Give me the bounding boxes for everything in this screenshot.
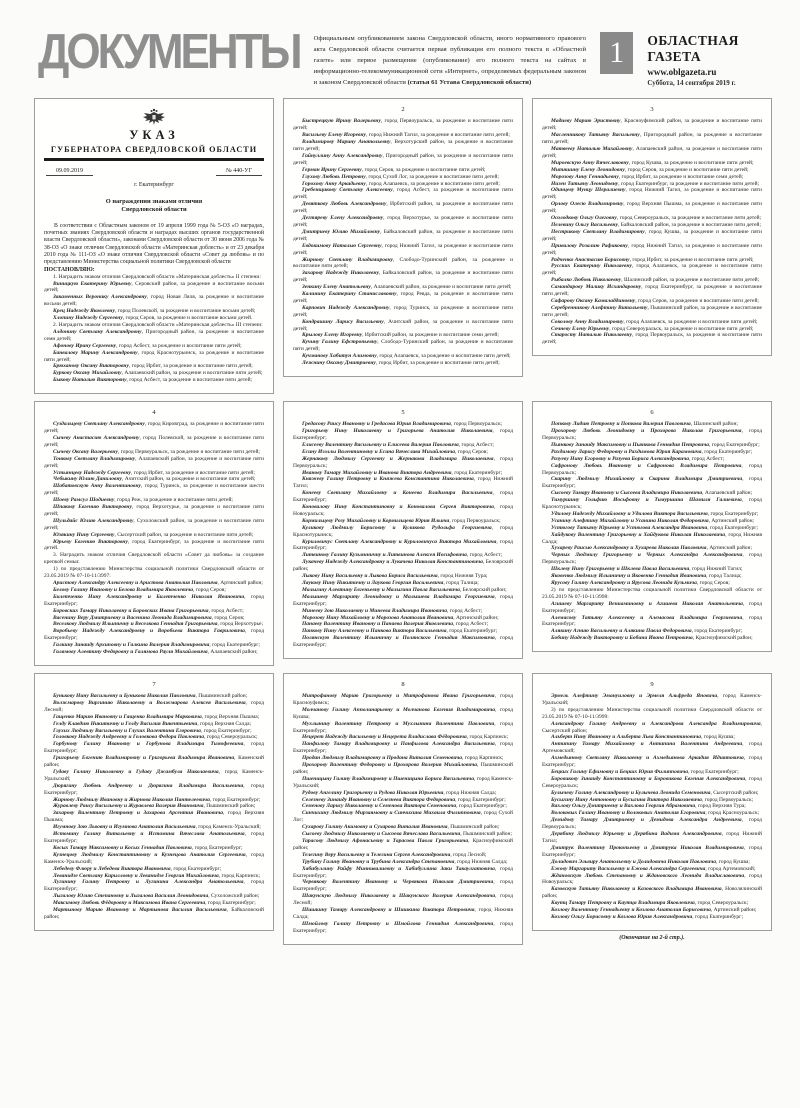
- award-entry: Захарову Надежду Николаевну, Байкаловский район, за рождение и воспитание пяти детей;: [293, 270, 513, 284]
- award-entry: Продан Людмилу Владимировну и Продана Виталия Семеновича, город Карпинск;: [302, 755, 504, 762]
- award-entry: Закаменных Веронику Александровну, город Новая Ляля, за рождение и воспитание восьми детей;: [44, 294, 265, 308]
- column-number: 5: [401, 409, 405, 417]
- section-text: 1) по представлению Министерства социальной политики Свердловской области от 23.05.2019 № 07-10-11/3997:: [44, 566, 264, 580]
- award-entry: Сысоеву Людмилу Николаевну и Сысоева Вячеслава Васильевича, Пышминский район;: [302, 831, 512, 838]
- award-entry: Устьянцеву Надежду Сергеевну, город Ирбит, за рождение и воспитание пяти детей;: [53, 469, 255, 476]
- column-entries: [542, 421, 762, 642]
- award-entry: Пьянкову Зинаиду Максимовну и Пьянкова Геннадия Петровича, город Екатеринбург;: [551, 441, 760, 448]
- award-entry: Козлову Валентину Геннадьевну и Козлова Анатолия Борисовича, Артинский район;: [551, 907, 757, 914]
- award-entry: Васильеву Елену Игоревну, город Нижний Тагил, за рождение и воспитание пяти детей;: [302, 132, 510, 139]
- column-number: 9: [650, 680, 654, 688]
- award-entry: Хлопину Надежду Сергеевну, город Серов, за рождение и воспитание восьми детей.: [53, 315, 253, 322]
- masthead: [0, 0, 800, 98]
- column-cell: [283, 98, 523, 377]
- award-entry: Кузнецову Людмилу Константиновну и Кузнецова Анатолия Сергеевича, город Каменск-Уральский;: [44, 851, 264, 865]
- award-entry: Митяшину Елену Леонидовну, город Серов, за рождение и воспитание пяти детей;: [551, 166, 749, 173]
- decree-title: [44, 198, 264, 214]
- column-entries: [542, 118, 762, 346]
- award-entry: Крец Надежду Яковлевну, город Полевской, за рождение и воспитание восьми детей;: [53, 308, 256, 315]
- award-entry: Бусыгину Нину Антоновну и Бусыгина Виктора Николаевича, город Первоуральск;: [551, 796, 754, 803]
- award-entry: Горохову Анну Аркадьевну, город Алапаевск, за рождение и воспитание пяти детей;: [302, 180, 500, 187]
- award-entry: Юрьеву Евгению Викторовну, город Екатеринбург, за рождение и воспитание пяти детей.: [44, 538, 264, 552]
- award-entry: Скарину Людмилу Михайловну и Скарина Владимира Дмитриевича, город Екатеринбург;: [542, 476, 762, 490]
- award-entry: Головкову Надежду Андреевну и Головкова Федора Павловича, город Североуральск;: [53, 734, 258, 741]
- award-entry: Рахдимову Ларису Федоровну и Рахдимова Юрия Карамовича, город Екатеринбург;: [551, 448, 753, 455]
- publication-note-bold: (статья 61 Устава Свердловской области): [407, 78, 532, 86]
- award-entry: Соколову Анну Владимировну, город Алапаевск, за рождение и воспитание пяти детей;: [551, 318, 758, 325]
- award-entry: Сочневу Елену Юрьевну, город Североуральск, за рождение и воспитание пяти детей;: [551, 325, 754, 332]
- decree-preamble: В соответствии с Областным законом от 19 апреля 1999 года № 5-ОЗ «О наградах, почетных званиях Свердловской области и наградах высших органов государственной власти Свердловской области», законами Свердловской области от 30 июня 2006 года № 38-ОЗ «О знаке отличия Свердловской области «Материнская доблесть» и от 23 декабря 2010 года № 111-ОЗ «О знаке отличия Свердловской области «Совет да любовь» и по представлению Министерства социальной политики Свердловской области: [44, 222, 264, 266]
- decree-number: № 440-УГ: [216, 168, 262, 176]
- award-entry: Козлову Ольгу Борисовну и Козлова Юрия Александровича, город Екатеринбург;: [551, 913, 743, 920]
- award-entry: Гредасову Раису Ивановну и Гредасова Юрия Владимировича, город Первоуральск;: [302, 421, 503, 428]
- award-entry: Эрмель Алефтину Эмануиловну и Эрмеля Альфреда Яновича, город Каменск-Уральский;: [542, 692, 762, 706]
- award-entry: Лукачеву Надежду Александровну и Лукачева Николая Константиновича, Белоярский район;: [293, 559, 513, 573]
- award-entry: Черных Людмилу Григорьевну и Черных Александра Александровича, город Первоуральск;: [542, 552, 762, 566]
- award-entry: Орлову Олесю Владимировну, город Верхняя Пышма, за рождение и воспитание пяти детей;: [542, 201, 762, 215]
- award-entry: Хабибуллину Райфу Миннивалиевну и Хабибуллина Заки Такаулгатовича, город Екатеринбург;: [293, 865, 513, 879]
- decree-cell: [34, 98, 274, 394]
- award-entry: Жирнову Людмилу Ивановну и Жирнова Николая Пантелеевича, город Екатеринбург;: [53, 796, 261, 803]
- award-entry: Билетченко Нину Александровну и Билетченко Николая Ивановича, город Екатеринбург;: [44, 593, 264, 607]
- award-entry: Рудову Ангелину Григорьевну и Рудова Николая Юрьевича, город Нижняя Салда;: [302, 789, 497, 796]
- column-cell: [283, 401, 523, 659]
- column-cell: [34, 401, 274, 666]
- award-entry: Одинцеву Мунцу Шералиевну, город Нижний Тагил, за рождение и воспитание пяти детей;: [542, 187, 762, 201]
- award-entry: Брюханову Оксану Викторовну, город Ирбит, за рождение и воспитание пяти детей;: [53, 363, 253, 370]
- section-text: 2. Наградить знаком отличия Свердловской области «Материнская доблесть» III степени:: [53, 322, 263, 328]
- award-entry: Григорьеву Нину Николаевну и Григорьева Анатолия Николаевича, город Екатеринбург;: [293, 428, 514, 441]
- award-entry: Усанину Алефтину Михайловну и Усанина Николая Федоровича, Артинский район;: [551, 517, 755, 524]
- award-entry: Александрову Галину Андреевну и Александрова Александра Владимировича, Сысертский район;: [542, 720, 762, 734]
- award-entry: Журавлеву Раису Васильевну и Журавлева Валерия Ивановича, Пышминский район;: [53, 803, 256, 810]
- decree-doc-type: УКАЗ: [129, 128, 179, 143]
- award-entry: Казовскую Татьяну Николаевну и Казовского Владимира Ивановича, Новолялинский район;: [542, 886, 762, 900]
- award-entry: Васенину Веру Дмитриевну и Васенина Леонида Владимировича, город Серов;: [53, 614, 245, 621]
- award-entry: Галкину Зинаиду Архиповну и Галкина Валерия Владимировича, город Екатеринбург;: [53, 642, 261, 649]
- award-entry: Телегину Веру Васильевну и Телегина Сергея Александровича, город Лесной;: [302, 851, 487, 858]
- award-entry: Серебренникову Алефтину Витальевну, Пышминский район, за рождение и воспитание пяти детей;: [542, 304, 762, 318]
- award-entry: Суздальцеву Светлану Александровну, город Кировград, за рождение и воспитание пяти детей;: [44, 421, 264, 435]
- award-entry: Есину Изэллы Валентиновну и Есина Вячеслава Михайловича, город Серов;: [302, 448, 488, 455]
- award-entry: Дмитрук Валентину Прокопьевну и Дмитрука Николая Владимировича, город Екатеринбург;: [542, 844, 762, 858]
- award-entry: Жирнову Светлану Владимировну, Слободо-Туринский район, за рождение и воспитание пяти детей;: [293, 256, 513, 270]
- award-entry: Гудаву Галину Николаевну и Гудаву Джамбула Николаевича, город Каменск-Уральский;: [44, 768, 265, 782]
- award-entry: Русских Екатерину Николаевну, город Алапаевск, за рождение и воспитание пяти детей;: [542, 263, 762, 277]
- award-entry: Бунькову Нину Васильевну и Бунькова Николая Павловича, Пышминский район;: [53, 692, 248, 699]
- award-entry: Куликову Людмилу Борисовну и Куликова Рудольфа Георгиевича, город Краснотурьинск;: [293, 524, 513, 538]
- award-entry: Нецерет Надежду Васильевну и Нецерета Владислава Фёдоровича, город Карпинск;: [302, 734, 509, 741]
- award-entry: Морозову Нину Михайловну и Морозова Анатолия Ивановича, Артинский район;: [302, 614, 499, 621]
- column-block-6: [532, 401, 772, 652]
- section-text: 1. Наградить знаком отличия Свердловской области «Материнская доблесть» II степени:: [53, 273, 261, 280]
- award-entry: Воробьеву Надежду Александровну и Воробьева Виктора Гавриловича, город Екатеринбург;: [44, 628, 264, 642]
- award-entry: Дегтяреву Елену Александровну, город Верхотурье, за рождение и воспитание пяти детей;: [293, 215, 513, 228]
- award-entry: Лаукову Нину Никитичну и Лаукова Георгия Васильевича, город Талица;: [302, 580, 479, 586]
- award-entry: Шишкину Тамару Александровну и Шишкина Виктора Петровича, город Нижняя Салда;: [293, 907, 513, 920]
- columns-grid: [0, 98, 800, 948]
- award-entry: Долидович Эльвиру Анатольевну и Долидовича Николая Павловича, город Кушва;: [551, 858, 750, 865]
- award-entry: Алякину Агнию Васильевну и Алякина Павла Федоровича, город Екатеринбург;: [551, 628, 743, 635]
- award-entry: Червякову Валентину Ивановну и Червякова Николая Дмитриевича, город Екатеринбург;: [293, 879, 513, 893]
- award-entry: Калинину Екатерину Станиславовну, город Ревда, за рождение и воспитание пяти детей;: [293, 291, 513, 304]
- award-entry: Хайдукову Валентину Григорьевну и Хайдукова Николая Николаевича, город Нижняя Салда;: [542, 531, 763, 545]
- award-entry: Синчихину Людмилу Мирзаямовну и Синчихина Михаила Филипповича, город Сухой Лог;: [293, 810, 514, 824]
- award-entry: Сафронову Любовь Ивановну и Сафронова Владимира Петровича, город Первоуральск;: [542, 462, 763, 476]
- award-entry: Юзякину Нину Сергеевну, Сысертский район, за рождение и воспитание пяти детей;: [53, 531, 254, 538]
- award-entry: Ежову Маргариту Васильевну и Ежова Александра Сергеевича, город Артемовский;: [551, 865, 756, 872]
- award-entry: Гащенко Марию Ивановну и Гащенко Владимира Марковича, город Верхняя Пышма;: [53, 713, 260, 720]
- award-entry: Матвееву Наталью Михайловну, Алапаевский район, за рождение и воспитание пяти детей;: [542, 146, 762, 159]
- decree-meta: [46, 168, 262, 176]
- award-entry: Сычеву Анастасию Александровну, город Полевской, за рождение и воспитание пяти детей;: [44, 434, 265, 448]
- page-number: 1: [609, 36, 625, 69]
- award-entry: Истомину Галину Витальевну и Истомина Вячеслава Анатольевича, город Екатеринбург;: [44, 831, 265, 844]
- award-entry: Вахлову Ольгу Дмитриевну и Вахлова Георгия Абрамовича, город Верхняя Тура;: [551, 803, 746, 810]
- award-entry: Крылову Елену Игоревну, Ирбитский район, за рождение и воспитание семи детей;: [302, 332, 499, 339]
- award-entry: Пелевину Ольгу Васильевну, Байкаловский район, за рождение и воспитание пяти детей;: [551, 221, 761, 228]
- continuation-note: (Окончание на 2-й стр.).: [619, 934, 685, 941]
- award-entry: Пшеницыну Галину Владимировну и Пшеницына Бориса Васильевича, город Каменск-Уральский;: [293, 775, 513, 789]
- award-entry: Белову Галину Ивановну и Белова Владимира Яковлевича, город Серов;: [53, 586, 226, 593]
- award-entry: Иванову Тамару Михайловну и Иванова Виктора Андреевича, город Екатеринбург;: [302, 469, 503, 476]
- award-entry: Афонову Ирину Сергеевну, город Асбест, за рождение и воспитание пяти детей;: [53, 342, 242, 349]
- award-entry: Дмитриеву Юлию Михайловну, Байкаловский район, за рождение и воспитание пяти детей;: [293, 228, 513, 242]
- award-entry: Буркову Оксану Михайловну, Алапаевский район, за рождение и воспитание пяти детей;: [53, 370, 263, 377]
- award-entry: Кондрашину Ларису Васильевну, Ачитский район, за рождение и воспитание пяти детей;: [293, 318, 513, 332]
- award-entry: Малыгину Алевтину Евгеньевну и Малыгина Павла Васильевича, Белоярский район;: [302, 586, 507, 593]
- decree-entries: [44, 274, 264, 385]
- column-block-2: [283, 98, 523, 377]
- column-block-5: [283, 401, 523, 659]
- award-entry: Удилову Надежду Михайловну и Удилова Виктора Васильевича, город Екатеринбург;: [551, 510, 759, 517]
- award-entry: Леванидзе Светлану Кирилловну и Леванидзе Георгия Михайловича, город Карпинск;: [53, 872, 261, 879]
- publication-note: [314, 30, 586, 88]
- column-entries: [293, 421, 513, 649]
- award-entry: Карпович Надежду Александровну, город Туринск, за рождение и воспитание пяти детей;: [293, 304, 513, 318]
- award-entry: Шульдайс Юлию Александровну, Сухоложский район, за рождение и воспитание пяти детей;: [44, 517, 264, 531]
- column-block-7: [34, 673, 274, 931]
- column-block-9: [532, 673, 772, 931]
- award-entry: Селезневу Зинаиду Ивановну и Селезнева Виктора Федоровича, город Екатеринбург;: [302, 796, 506, 803]
- award-entry: Старосту Наталью Николаевну, город Первоуральск, за рождение и воспитание пяти детей;: [542, 332, 762, 346]
- column-entries: [293, 118, 513, 367]
- award-entry: Сысоеву Тамару Ивановну и Сысоева Владимира Николаевича, Алапаевский район;: [551, 490, 753, 497]
- award-entry: Шмойлову Галину Петровну и Шмойлова Геннадия Александровича, город Екатеринбург;: [293, 920, 513, 934]
- column-number: 4: [152, 409, 156, 417]
- award-entry: Лыгалову Юлию Степановну и Лыгалова Василия Леонидовича, Сухоложский район;: [53, 893, 260, 900]
- award-entry: Прохорову Валентину Федоровну и Прохорова Валерия Михайловича, Пышминский район;: [293, 762, 513, 775]
- award-entry: Девяткову Любовь Александровну, Ирбитский район, за рождение и воспитание пяти детей;: [293, 201, 513, 215]
- award-entry: Веселкову Людмилу Ильиничну и Веселкова Геннадия Григорьевича, город Верхотурье;: [53, 621, 264, 628]
- column-cell: [532, 98, 772, 356]
- award-entry: Радченко Анастасию Борисовну, город Ирбит, за рождение и воспитание пяти детей;: [551, 256, 754, 263]
- award-entry: Мироевскую Анну Вячеславовну, город Кушва, за рождение и воспитание пяти детей;: [551, 159, 754, 166]
- award-entry: Шпакову Евгению Викторовну, город Верхотурье, за рождение и воспитание пяти детей;: [44, 504, 264, 517]
- award-entry: Косых Тамару Максимовну и Косых Геннадия Павловича, город Екатеринбург;: [53, 844, 243, 851]
- award-entry: Дюрягину Любовь Андреевну и Дюрягина Владимира Васильевича, город Екатеринбург;: [44, 782, 264, 796]
- decree-issuer: ГУБЕРНАТОРА СВЕРДЛОВСКОЙ ОБЛАСТИ: [50, 145, 258, 155]
- award-entry: Самандарову Малику Исхандаровну, город Екатеринбург, за рождение и воспитание пяти детей;: [542, 284, 763, 298]
- award-entry: Устюгову Татьяну Юрьевну и Устюгова Александра Ивановича, город Екатеринбург;: [551, 524, 759, 531]
- award-entry: Гайнуллину Анну Александровну, Пригородный район, за рождение и воспитание пяти детей;: [293, 152, 513, 166]
- award-entry: Максимову Любовь Фёдоровну и Максимова Ивана Сергеевича, город Екатеринбург;: [53, 900, 256, 907]
- award-entry: Банвалову Марину Александровну, город Краснотурьинск, за рождение и воспитание пяти детей;: [44, 349, 264, 363]
- column-cell: [34, 673, 274, 931]
- decree-title-line2: Свердловской области: [121, 205, 187, 213]
- award-entry: Евдокимову Наталью Сергеевну, город Нижний Тагил, за рождение и воспитание пяти детей;: [293, 242, 513, 256]
- page-number-badge: [600, 32, 633, 74]
- column-number: 3: [650, 106, 654, 114]
- award-entry: Мартынову Марию Ивановну и Мартынова Василия Васильевича, Байкаловский район;: [44, 907, 264, 920]
- paper-website: www.oblgazeta.ru: [647, 67, 717, 77]
- award-entry: Минееву Зою Николаевну и Минеева Владимира Ивановича, город Асбест;: [302, 607, 483, 614]
- column-block-3: [532, 98, 772, 356]
- award-entry: Кормильцеву Розу Михайловну и Кормильцева Юрия Ильича, город Первоуральск;: [302, 517, 501, 524]
- award-entry: Волжмарову Виргинию Николаевну и Волжмарова Алексея Васильевича, город Лесной;: [44, 699, 264, 713]
- column-entries: [44, 693, 264, 921]
- award-entry: Сычеву Оксану Валерьевну, город Первоуральск, за рождение и воспитание пяти детей;: [53, 448, 260, 455]
- award-entry: Шабатовскую Анну Валентиновну, город Туринск, за рождение и воспитание шести детей;: [44, 483, 265, 497]
- section-text: 2) по представлению Министерства социальной политики Свердловской области от 23.05.2019 № 07-10-11/3998:: [542, 586, 762, 600]
- award-entry: Литвинову Галину Кузьминичну и Литвинова Алексея Иосифовича, город Асбест;: [302, 552, 503, 559]
- award-entry: Рыбалко Любовь Николаевну, Шалинский район, за рождение и воспитание пяти детей;: [551, 277, 760, 284]
- award-entry: Волоковых Галину Ивановну и Волоковых Анатолия Егоровича, город Красноуральск;: [551, 810, 760, 817]
- award-entry: Булычеву Галину Александровну и Булычева Леонида Семеновича, Сысертский район;: [551, 789, 759, 796]
- coat-of-arms-icon: [44, 108, 264, 126]
- award-entry: Панаеву Валентину Ивановну и Панаева Валерия Яковлевича, город Асбест;: [302, 621, 489, 628]
- column-number: 8: [401, 680, 405, 688]
- award-entry: Прохорову Любовь Леонидовну и Прохорова Николая Григорьевича, город Первоуральск;: [542, 428, 762, 441]
- award-entry: Сухарову Галину Акимовну и Сухарова Виталия Ивановича, Пышминский район;: [302, 824, 500, 831]
- award-entry: Масленникову Татьяну Васильевну, Пригородный район, за рождение и воспитание пяти детей;: [542, 132, 762, 146]
- award-entry: Алдонину Светлану Александровну, Пригородный район, за рождение и воспитание семи детей;: [44, 328, 264, 342]
- award-entry: Гелду Клавдию Никитичну и Гелду Василия Викентьевича, город Верхняя Салда;: [53, 720, 252, 727]
- award-entry: Гребенщикову Светлану Алексеевну, город Асбест, за рождение и воспитание пяти детей;: [293, 187, 513, 201]
- award-entry: Агишеву Маргариту Вениаминовну и Агишева Николая Анатольевича, город Екатеринбург;: [542, 600, 762, 614]
- award-entry: Лебедеву Флюру и Лебедева Виктора Ивановича, город Екатеринбург;: [53, 865, 222, 872]
- award-entry: Княжеву Галину Петровну и Княжева Константина Николаевича, город Нижний Тагил;: [293, 476, 513, 490]
- column-cell: [532, 673, 772, 941]
- award-entry: Хухареву Раисью Александровну и Хухарева Николая Павловича, Артинский район;: [551, 545, 752, 552]
- award-entry: Привалову Розалию Рафиковну, город Нижний Тагил, за рождение и воспитание пяти детей;: [542, 242, 762, 256]
- award-entry: Мухлынину Валентину Петровну и Мухлынина Валентина Павловича, город Екатеринбург;: [293, 720, 513, 734]
- award-entry: Галямову Алевтину Федоровну и Галямова Рауля Михайловича, Алапаевский район;: [53, 649, 258, 656]
- award-entry: Дерябину Людмилу Юрьевну и Дерябина Вадима Александровича, город Нижний Тагил;: [542, 831, 762, 844]
- column-cell: [532, 401, 772, 652]
- award-entry: Конееву Светлану Михайловну и Конеева Владимира Васильевича, город Екатеринбург;: [293, 490, 513, 504]
- section-title: ДОКУМЕНТЫ: [38, 24, 300, 80]
- award-entry: Григорьеву Евгению Владимировну и Григорьева Владимира Ивановича, Каменский район;: [44, 755, 265, 769]
- award-entry: Кучманову Хабитун Алимовну, город Алапаевск, за рождение и воспитание пяти детей;: [302, 353, 511, 360]
- award-entry: Горбунову Галину Ивановну и Горбунова Владимира Тимофеевича, город Екатеринбург;: [44, 741, 265, 755]
- award-entry: Митрофанову Марию Григорьевну и Митрофанова Ивана Григорьевича, город Красноуфимск;: [293, 692, 513, 706]
- award-entry: Полянскую Валентину Ильиничну и Полянского Геннадия Максимовича, город Екатеринбург;: [293, 635, 513, 649]
- award-entry: Шоеву Рамсул Шодиевну, город Реж, за рождение и воспитание пяти детей;: [53, 497, 233, 504]
- decree-block: [34, 98, 274, 394]
- award-entry: Демидову Тамару Дмитриевну и Демидова Александра Андреевича, город Первоуральск;: [542, 817, 762, 831]
- column-entries: [44, 421, 264, 656]
- column-number: 6: [650, 409, 654, 417]
- column-cell: [283, 673, 523, 945]
- award-entry: Яковенко Людмилу Ильиничну и Яковенко Геннадия Ивановича, город Талица;: [551, 573, 742, 580]
- decree-title-line1: О награждении знаками отличия: [105, 197, 203, 205]
- decree-rule: [44, 158, 264, 161]
- award-entry: Боровских Тамару Николаевну и Боровских Ивана Григорьевича, город Асбест;: [53, 607, 244, 614]
- award-entry: Бецких Галину Ефимовну и Бецких Юрия Филипповича, город Екатеринбург;: [551, 768, 739, 775]
- award-entry: Каутц Тамару Петровну и Каутца Владимира Яковлевича, город Североуральск;: [551, 900, 749, 907]
- award-entry: Ярусову Галину Александровну и Ярусова Леонида Кузьмича, город Серов;: [551, 580, 730, 586]
- award-entry: Чебыкину Юлию Даниловну, Ачитский район, за рождение и воспитание пяти детей;: [53, 476, 256, 483]
- award-entry: Лугинину Галину Петровну и Лугинина Александра Анатольевича, город Екатеринбург;: [44, 879, 264, 893]
- award-entry: Тарасову Людмилу Афонасьевну и Тарасова Павла Григорьевича, Красноуфимский район;: [293, 838, 513, 851]
- column-number: 2: [401, 106, 405, 114]
- award-entry: Быкову Наталью Викторовну, город Асбест, за рождение и воспитание пяти детей;: [53, 377, 253, 384]
- award-entry: Панфилову Тамару Владимировну и Панфилова Александра Васильевича, город Екатеринбург;: [293, 741, 513, 755]
- award-entry: Виницкую Екатерину Юрьевну, Серовский район, за рождение и воспитание восьми детей;: [44, 280, 264, 294]
- column-number: 7: [152, 680, 156, 688]
- award-entry: Владимирову Марину Анатольевну, Верхотурский район, за рождение и воспитание пяти детей;: [293, 139, 513, 152]
- award-entry: Лежнину Оксану Дмитриевну, город Ирбит, за рождение и воспитание пяти детей;: [302, 360, 500, 367]
- column-entries: [293, 693, 513, 935]
- award-entry: Бобину Надежду Викторовну и Бобина Ивана Петровича, Красноуфимский район;: [551, 635, 753, 642]
- award-entry: Семенову Ларису Николаевну и Семенова Виктора Семеновича, город Екатеринбург;: [302, 803, 507, 810]
- award-entry: Морозову Анну Геннадьевну, город Ирбит, за рождение и воспитание семи детей;: [551, 173, 744, 180]
- issue-date: Суббота, 14 сентября 2019 г.: [647, 79, 736, 87]
- award-entry: Низен Татьяну Леонидовну, город Екатеринбург, за рождение и воспитание пяти детей;: [551, 180, 760, 187]
- award-entry: Зенкину Елену Анатольевну, Алапаевский район, за рождение и воспитание пяти детей;: [302, 284, 512, 291]
- column-entries: [542, 693, 762, 921]
- award-entry: Игумнову Зою Львовну и Игумнова Анатолия Васильевича, город Каменск-Уральский;: [53, 824, 261, 831]
- award-entry: Осолодкову Ольгу Олеговну, город Североуральск, за рождение и воспитание пяти детей;: [551, 215, 762, 222]
- award-entry: Шклеву Нину Григорьевну и Шклева Павла Васильевича, город Нижний Тагил;: [551, 566, 743, 573]
- section-text: 3) по представлению Министерства социальной политики Свердловской области от 23.05.2019 № 07-10-11/3999:: [542, 706, 762, 720]
- award-entry: Глухову Любовь Петровну, город Сухой Лог, за рождение и воспитание пяти детей;: [302, 173, 499, 180]
- award-entry: Алемасову Татьяну Алексеевну и Алемасова Владимира Георгиевича, город Екатеринбург;: [542, 614, 763, 628]
- award-entry: Попкову Лидию Петровну и Попкова Валерия Павловича, Шалинский район;: [551, 421, 738, 428]
- award-entry: Тонкову Светлану Владимировну, Алапаевский район, за рождение и воспитание пяти детей;: [44, 455, 264, 469]
- award-entry: Разуеву Нину Егоровну и Разуева Бориса Александровича, город Асбест;: [551, 455, 725, 462]
- award-entry: Захарову Валентину Петровну и Захарова Арсентия Ивановича, город Верхняя Пышма;: [44, 810, 264, 824]
- award-entry: Шакунскую Людмилу Николаевну и Шакунского Валерия Александровича, город Лесной;: [293, 893, 513, 907]
- award-entry: Коновалову Нину Константиновну и Коновалова Сергея Викторовича, город Новоуральск;: [293, 504, 513, 517]
- award-entry: Молчанову Галину Апполинарьевну и Молчанова Евгения Владимировича, город Кушва;: [293, 706, 513, 720]
- award-entry: Боровикову Зинаиду Константиновну и Боровикова Евгения Александровича, город Североуральск;: [542, 775, 762, 789]
- award-entry: Малышеву Маргариту Леонидовну и Малышева Владимира Георгиевича, город Екатеринбург;: [293, 593, 513, 607]
- award-entry: Панкову Нину Алексеевну и Панкова Виктора Васильевича, город Екатеринбург;: [302, 628, 498, 635]
- publication-note-text: Официальным опубликованием закона Свердловской области, иного нормативного правового акта Свердловской области считается первая публикация его полного текста в «Областной газете» или первое размещение (опубликование) его полного текста на сайтах в информационно-телекоммуникационной сети «Интернет», определяемых федеральным законом и законом Свердловской области: [313, 35, 586, 86]
- award-entry: Сафарову Оксану Камаладдиновну, город Серов, за рождение и воспитание пяти детей;: [551, 297, 759, 304]
- paper-info: [647, 30, 772, 87]
- column-block-4: [34, 401, 274, 666]
- decree-date: 09.09.2019: [46, 168, 93, 176]
- award-entry: Альберт Нину Ивановну и Альберта Льва Константиновича, город Кушва;: [551, 734, 735, 741]
- column-block-8: [283, 673, 523, 945]
- award-entry: Аристову Александру Алексеевну и Аристова Анатолия Павловича, Артинский район;: [53, 580, 263, 586]
- award-entry: Пестрикову Светлану Владимировну, город Кушва, за рождение и воспитание пяти детей;: [542, 228, 762, 242]
- award-entry: Елисееву Валентину Васильевну и Елисеева Валерия Павловича, город Асбест;: [302, 441, 494, 448]
- award-entry: Тимуршину Гольфию Иосьфовну и Тимуршина Шамиля Галиевича, город Краснотурьинск;: [542, 497, 762, 511]
- award-entry: Куриловичус Светлану Александровну и Куриловичуса Виктора Михайловича, город Екатеринбург;: [293, 538, 513, 552]
- award-entry: Мадиеву Марию Эристовну, Красноуфимский район, за рождение и воспитание пяти детей;: [542, 118, 762, 132]
- award-entry: Жернакову Людмилу Сергеевну и Жернакова Владимира Николаевича, город Первоуральск;: [293, 455, 514, 469]
- award-entry: Герман Ирину Сергеевну, город Серов, за рождение и воспитание пяти детей;: [302, 166, 486, 173]
- award-entry: Кучину Галину Ефстропьевну, Слободо-Туринский район, за рождение и воспитание пяти детей;: [293, 339, 513, 353]
- award-entry: Лыкову Нину Васильевну и Лыкова Бориса Васильевича, город Нижняя Тура;: [302, 573, 488, 580]
- award-entry: Ахмедьянову Светлану Николаевну и Ахмедьянова Аркадия Идиятовича, город Екатеринбург;: [542, 755, 762, 769]
- section-text: 3. Наградить знаком отличия Свердловской области «Совет да любовь» за создание крепкой семьи:: [44, 552, 264, 566]
- decree-resolve: ПОСТАНОВЛЯЮ:: [44, 266, 95, 273]
- paper-name: ОБЛАСТНАЯ ГАЗЕТА: [647, 33, 739, 64]
- award-entry: Быстрецкую Ирину Валерьевну, город Первоуральск, за рождение и воспитание пяти детей;: [293, 118, 513, 132]
- decree-city: г. Екатеринбург: [134, 181, 174, 188]
- award-entry: Глухих Людмилу Васильевну и Глухих Валентина Егоровича, город Екатеринбург;: [53, 727, 252, 734]
- award-entry: Ждановскую Любовь Степановну и Ждановского Леонида Владиславовича, город Новоуральск;: [542, 872, 762, 886]
- award-entry: Трубину Галину Ивановну и Трубина Александра Степановича, город Нижняя Салда;: [302, 858, 508, 865]
- award-entry: Антипину Тамару Михайловну и Антипина Валентина Андреевича, город Артемовский;: [542, 741, 762, 755]
